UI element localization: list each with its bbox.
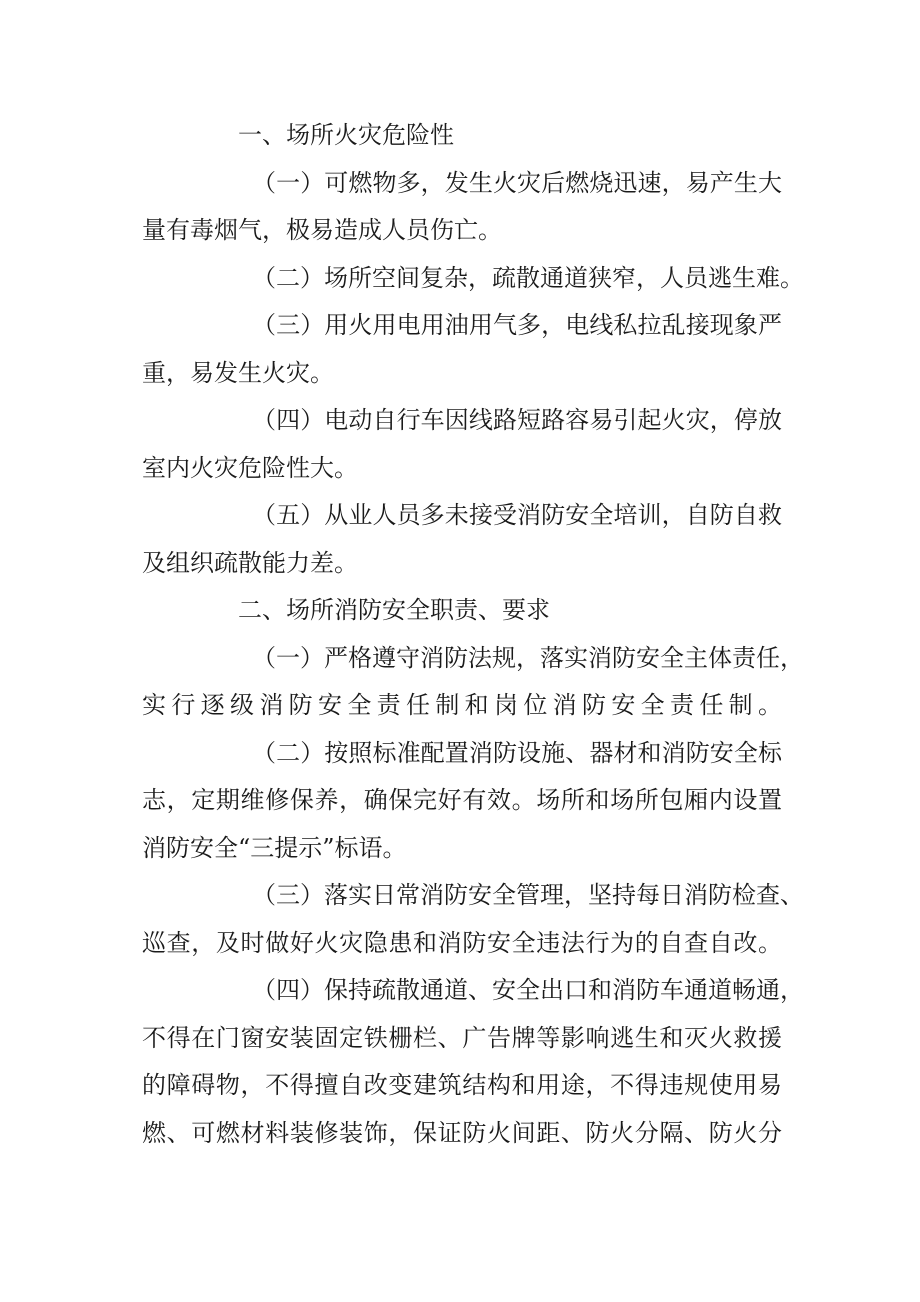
document-page: [142, 112, 804, 1157]
section-heading-2: 二、场所消防安全职责、要求: [238, 596, 550, 624]
paragraph-line: 室内火灾危险性大。: [142, 453, 358, 482]
paragraph-line: 实行逐级消防安全责任制和岗位消防安全责任制。: [142, 691, 782, 719]
paragraph-line: （四）保持疏散通道、安全出口和消防车通道畅通，: [252, 976, 804, 1004]
paragraph-line: （一）严格遵守消防法规，落实消防安全主体责任，: [252, 643, 804, 672]
paragraph-line: 不得在门窗安装固定铁栅栏、广告牌等影响逃生和灭火救援: [142, 1023, 782, 1052]
paragraph-line: （二）按照标准配置消防设施、器材和消防安全标: [252, 738, 782, 767]
paragraph-line: （二）场所空间复杂，疏散通道狭窄，人员逃生难。: [252, 263, 804, 292]
paragraph-line: （三）落实日常消防安全管理，坚持每日消防检查、: [252, 881, 804, 909]
paragraph-line: （三）用火用电用油用气多，电线私拉乱接现象严: [252, 311, 782, 339]
paragraph-line: （一）可燃物多，发生火灾后燃烧迅速，易产生大: [252, 168, 782, 197]
paragraph-line: 消防安全“三提示”标语。: [142, 833, 407, 862]
paragraph-line: 量有毒烟气，极易造成人员伤亡。: [142, 216, 502, 244]
paragraph-line: 及组织疏散能力差。: [142, 548, 358, 577]
section-heading-1: 一、场所火灾危险性: [238, 121, 454, 149]
paragraph-line: 志，定期维修保养，确保完好有效。场所和场所包厢内设置: [142, 786, 782, 814]
paragraph-line: （四）电动自行车因线路短路容易引起火灾，停放: [252, 406, 782, 434]
paragraph-line: 巡查，及时做好火灾隐患和消防安全违法行为的自查自改。: [142, 928, 782, 957]
paragraph-line: 重，易发生火灾。: [142, 358, 334, 387]
paragraph-line: （五）从业人员多未接受消防安全培训，自防自救: [252, 501, 782, 529]
paragraph-line: 的障碍物，不得擅自改变建筑结构和用途，不得违规使用易: [142, 1071, 782, 1099]
paragraph-line: 燃、可燃材料装修装饰，保证防火间距、防火分隔、防火分: [142, 1118, 782, 1147]
